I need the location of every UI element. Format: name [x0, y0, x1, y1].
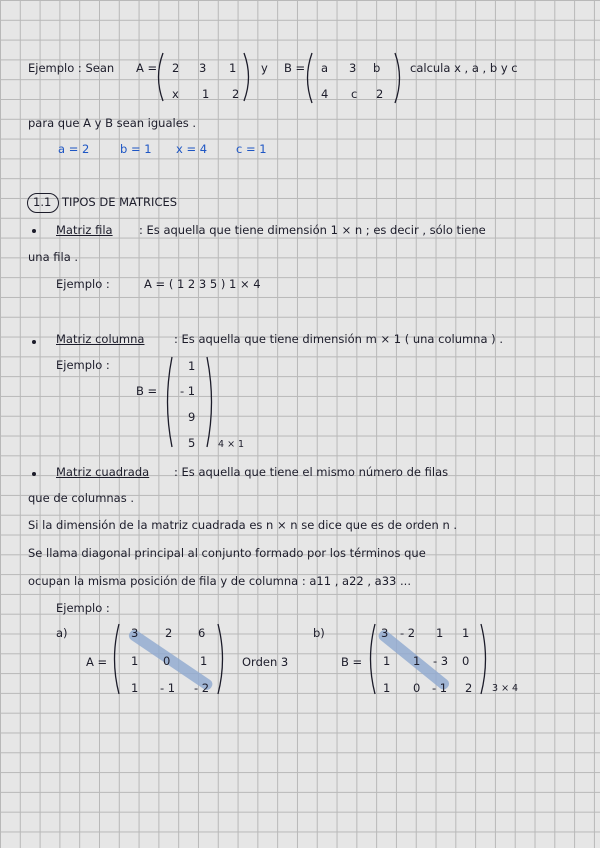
matrix-b34-cell: 1 — [436, 626, 444, 640]
matrix-a3-cell: 0 — [163, 654, 171, 668]
matrix-b-label: B = — [284, 61, 306, 75]
conjunction-y: y — [261, 61, 268, 75]
matrix-b34-cell: 2 — [465, 681, 473, 695]
columna-definition: : Es aquella que tiene dimensión m × 1 ( una columna ) . — [174, 332, 503, 346]
columna-value: 9 — [188, 410, 196, 424]
matrix-b-cell: 2 — [376, 87, 384, 101]
columna-matrix-label: B = — [136, 384, 158, 398]
matrix-b34-cell: 1 — [413, 654, 421, 668]
matrix-a3-cell: - 1 — [160, 681, 176, 695]
matrix-b34-cell: - 3 — [433, 654, 449, 668]
answer-c: c = 1 — [236, 142, 267, 156]
matrix-b34-cell: 1 — [383, 681, 391, 695]
matrix-b34-cell: 3 — [381, 626, 389, 640]
matrix-b-cell: a — [321, 61, 329, 75]
cuadrada-paragraph-1: Si la dimensión de la matriz cuadrada es n × n se dice que es de orden n . — [28, 518, 458, 532]
cuadrada-example-label: Ejemplo : — [56, 601, 110, 615]
matrix-a3-label: A = — [86, 655, 108, 669]
example-a-label: a) — [56, 626, 68, 640]
matrix-a-cell: 1 — [229, 61, 237, 75]
matrix-b34-left-paren — [366, 623, 376, 698]
matrix-a3-order: Orden 3 — [242, 655, 289, 669]
matrix-b34-label: B = — [341, 655, 363, 669]
matrix-a3-right-paren — [217, 623, 227, 698]
term-matriz-columna: Matriz columna — [56, 332, 145, 346]
columna-value: 1 — [188, 359, 196, 373]
example1-intro: Ejemplo : Sean — [28, 61, 115, 75]
bullet — [32, 340, 36, 344]
cuadrada-definition-cont: que de columnas . — [28, 491, 135, 505]
fila-example-matrix: A = ( 1 2 3 5 ) 1 × 4 — [144, 277, 261, 291]
columna-dimension: 4 × 1 — [218, 439, 245, 450]
matrix-a3-left-paren — [110, 623, 120, 698]
answer-a: a = 2 — [58, 142, 90, 156]
matrix-a3-cell: - 2 — [194, 681, 210, 695]
term-matriz-cuadrada: Matriz cuadrada — [56, 465, 150, 479]
matrix-a3-cell: 2 — [165, 626, 173, 640]
matrix-b34-cell: 0 — [462, 654, 470, 668]
bullet — [32, 229, 36, 233]
bullet — [32, 472, 36, 476]
section-number: 1.1 — [33, 195, 52, 209]
matrix-b34-cell: - 2 — [400, 626, 416, 640]
cuadrada-definition: : Es aquella que tiene el mismo número de filas — [174, 465, 449, 479]
matrix-b34-cell: 1 — [462, 626, 470, 640]
matrix-a-cell: 2 — [232, 87, 240, 101]
matrix-b34-cell: 0 — [413, 681, 421, 695]
matrix-a3-cell: 6 — [198, 626, 206, 640]
matrix-b-cell: b — [373, 61, 381, 75]
answer-b: b = 1 — [120, 142, 152, 156]
fila-example-label: Ejemplo : — [56, 277, 110, 291]
matrix-b34-cell: 1 — [383, 654, 391, 668]
example1-task: calcula x , a , b y c — [410, 61, 518, 75]
matrix-a-cell: 1 — [202, 87, 210, 101]
matrix-a-right-paren — [243, 52, 253, 105]
matrix-b-right-paren — [394, 52, 404, 107]
matrix-b-cell: c — [351, 87, 358, 101]
fila-definition-cont: una fila . — [28, 250, 79, 264]
matrix-a-label: A = — [136, 61, 158, 75]
matrix-a3-cell: 1 — [131, 654, 139, 668]
example1-line2: para que A y B sean iguales . — [28, 116, 197, 130]
columna-example-label: Ejemplo : — [56, 358, 110, 372]
matrix-a-cell: 2 — [172, 61, 180, 75]
term-matriz-fila: Matriz fila — [56, 223, 113, 237]
matrix-b-cell: 4 — [321, 87, 329, 101]
matrix-a-cell: 3 — [199, 61, 207, 75]
matrix-b-left-paren — [303, 52, 313, 107]
columna-value: 5 — [188, 436, 196, 450]
columna-left-paren — [163, 356, 173, 451]
section-title: TIPOS DE MATRICES — [62, 195, 178, 209]
example-b-label: b) — [313, 626, 325, 640]
answer-x: x = 4 — [176, 142, 208, 156]
matrix-b-cell: 3 — [349, 61, 357, 75]
fila-definition: : Es aquella que tiene dimensión 1 × n ; es decir , sólo tiene — [139, 223, 486, 237]
columna-right-paren — [206, 356, 216, 451]
matrix-a-left-paren — [154, 52, 164, 105]
columna-value: - 1 — [180, 384, 196, 398]
matrix-b34-right-paren — [480, 623, 490, 698]
matrix-b34-cell: - 1 — [432, 681, 448, 695]
cuadrada-paragraph-3: ocupan la misma posición de fila y de columna : a11 , a22 , a33 ... — [28, 574, 411, 588]
matrix-a3-cell: 1 — [200, 654, 208, 668]
matrix-a3-cell: 1 — [131, 681, 139, 695]
matrix-a-cell: x — [172, 87, 179, 101]
matrix-b34-dimension: 3 × 4 — [492, 683, 519, 694]
matrix-a3-cell: 3 — [131, 626, 139, 640]
cuadrada-paragraph-2: Se llama diagonal principal al conjunto formado por los términos que — [28, 546, 426, 560]
